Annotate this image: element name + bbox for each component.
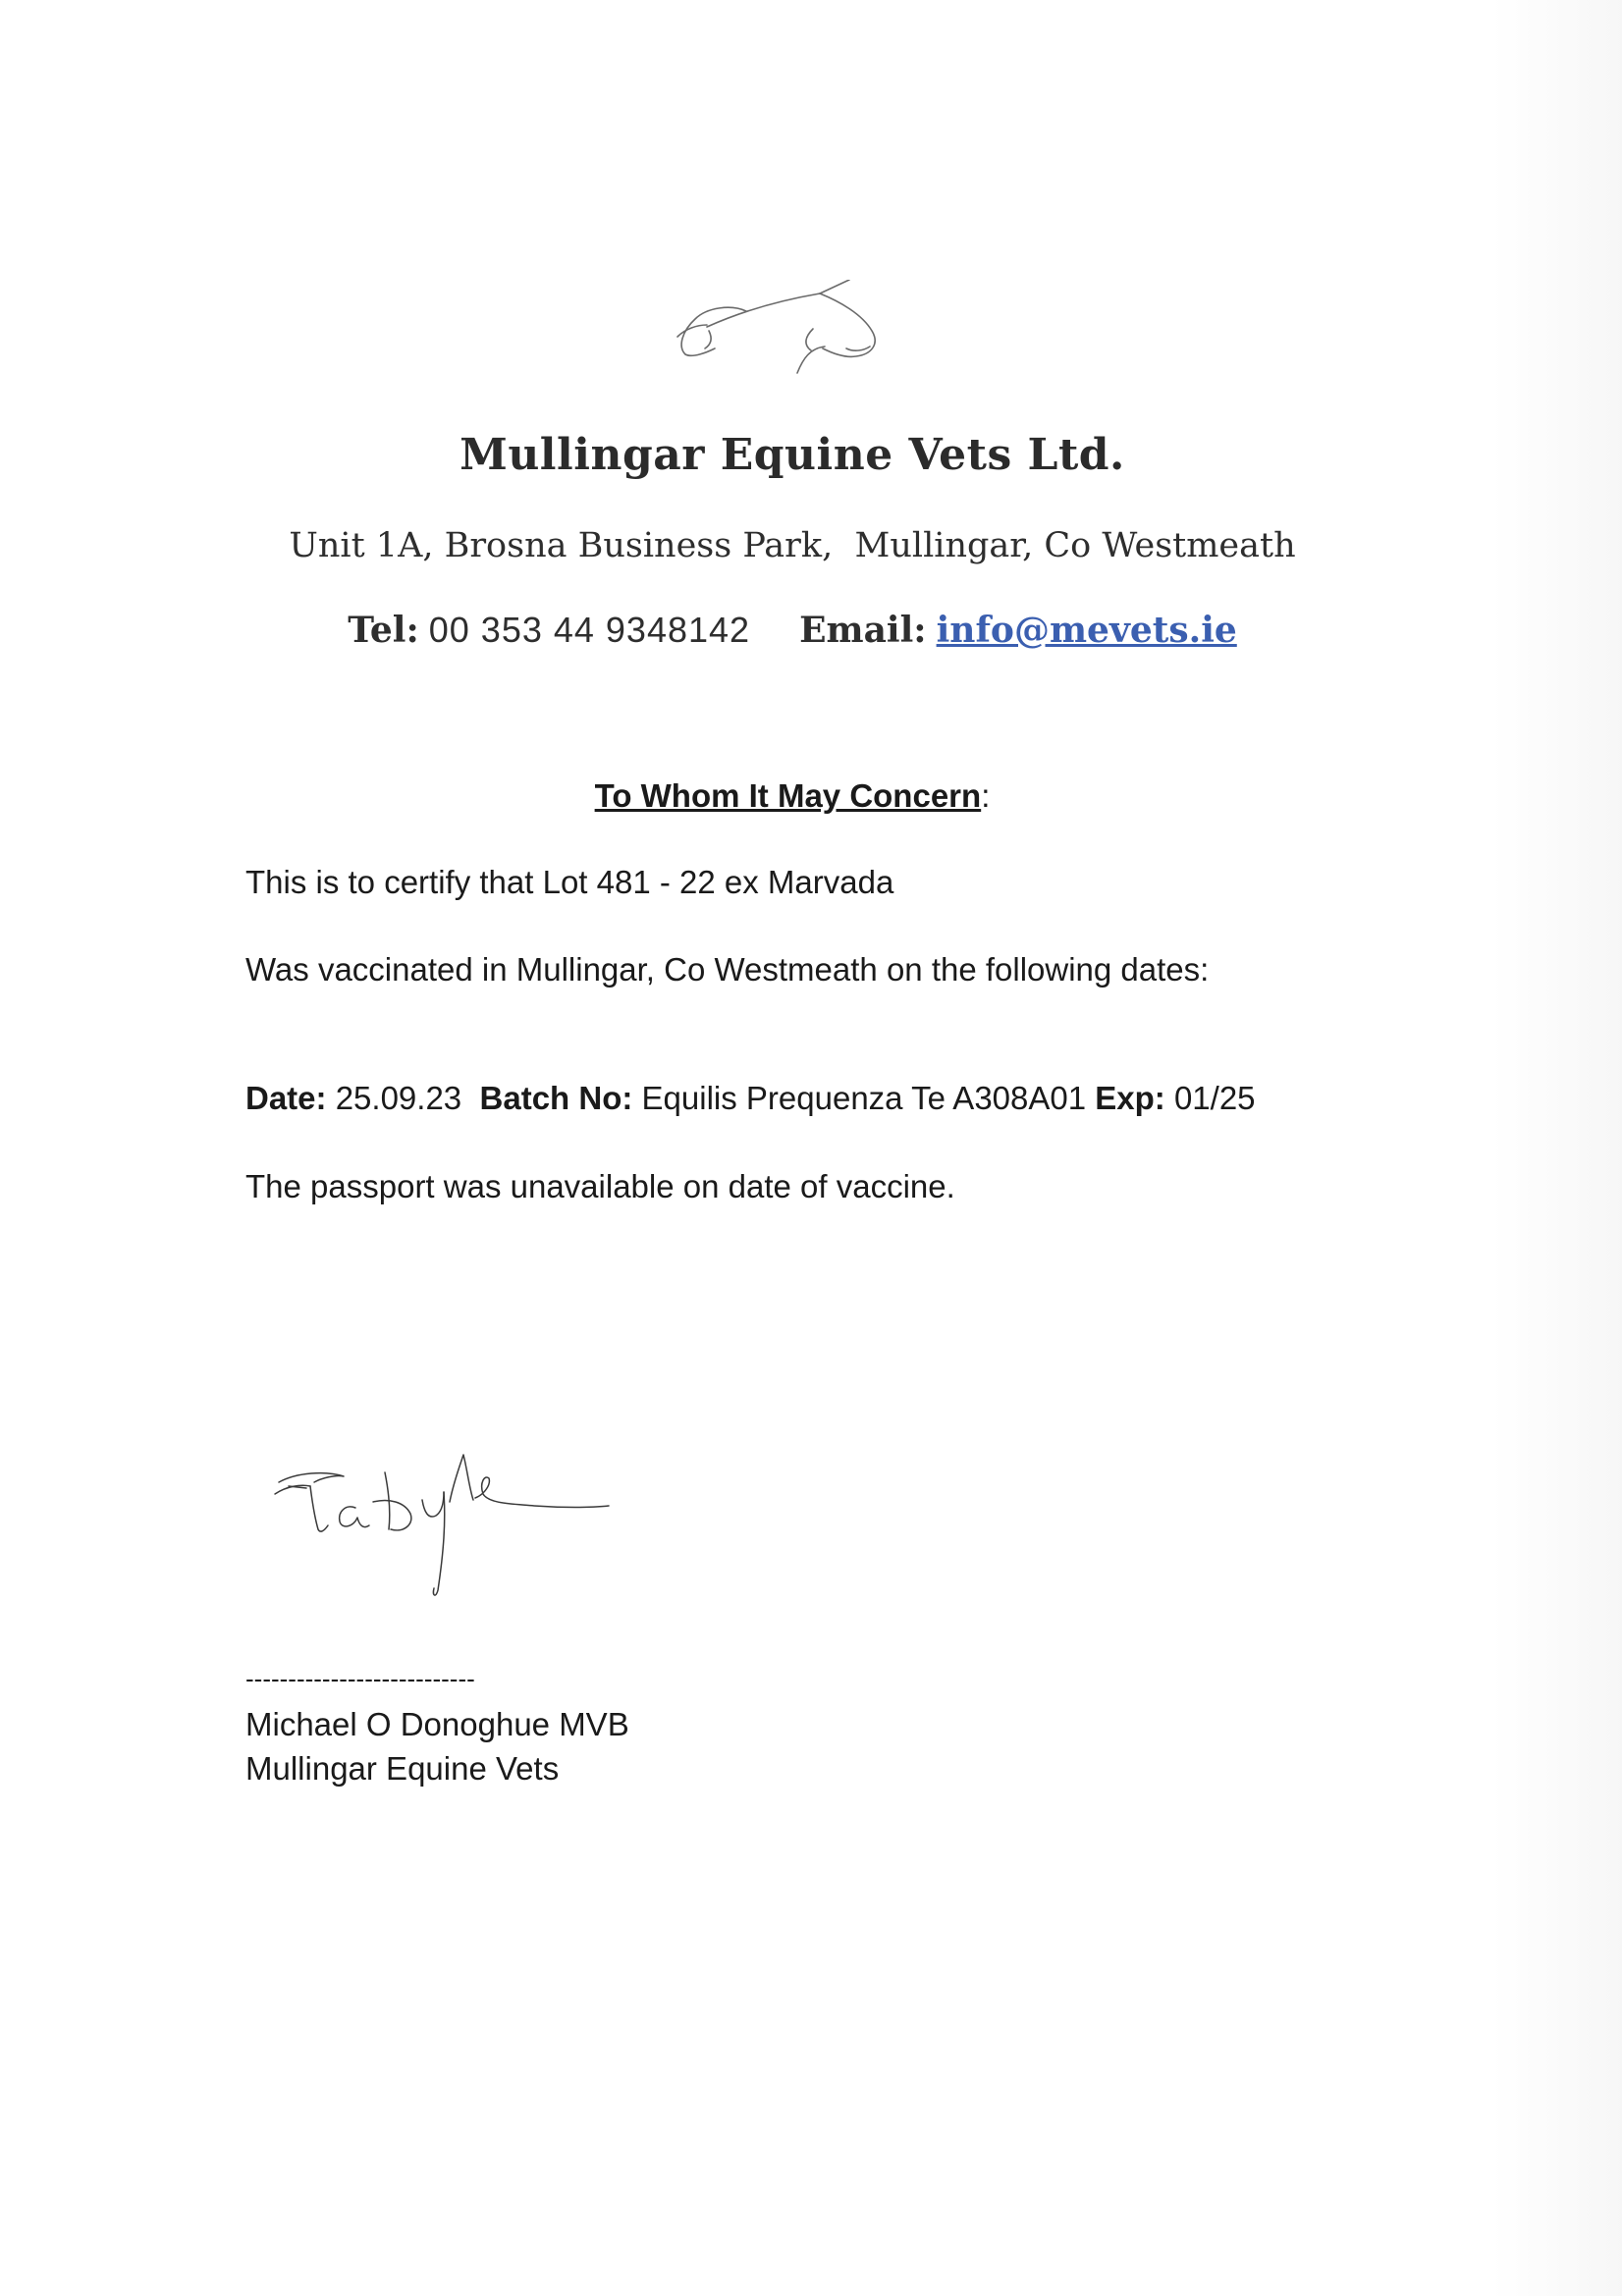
- horse-heads-logo-icon: [638, 280, 913, 398]
- date-label: Date:: [245, 1080, 327, 1116]
- batch-label: Batch No:: [479, 1080, 633, 1116]
- date-value: 25.09.23: [335, 1080, 462, 1116]
- batch-value: Equilis Prequenza Te A308A01: [641, 1080, 1087, 1116]
- scan-edge-shade: [1492, 0, 1622, 2296]
- passport-note: The passport was unavailable on date of vaccine.: [245, 1168, 955, 1204]
- exp-value: 01/25: [1173, 1080, 1256, 1116]
- email-link[interactable]: info@mevets.ie: [936, 610, 1237, 651]
- company-address: Unit 1A, Brosna Business Park, Mullingar, Co Westmeath: [289, 526, 1296, 565]
- vaccinated-line: Was vaccinated in Mullingar, Co Westmeath on the following dates:: [245, 951, 1210, 988]
- signatory-organisation: Mullingar Equine Vets: [245, 1750, 560, 1787]
- email-label: Email:: [799, 610, 927, 651]
- handwritten-signature-icon: [267, 1443, 660, 1620]
- salutation-punctuation: :: [981, 777, 991, 814]
- salutation: [0, 777, 1585, 815]
- salutation-text: To Whom It May Concern: [594, 777, 982, 814]
- company-name: Mullingar Equine Vets Ltd.: [460, 430, 1125, 480]
- certify-line: This is to certify that Lot 481 - 22 ex Marvada: [245, 864, 894, 900]
- signatory-name: Michael O Donoghue MVB: [245, 1706, 629, 1742]
- exp-label: Exp:: [1095, 1080, 1165, 1116]
- contact-line: [0, 610, 1585, 651]
- tel-label: Tel:: [348, 610, 419, 651]
- signature-rule: ---------------------------: [245, 1664, 475, 1693]
- tel-number: 00 353 44 9348142: [428, 610, 751, 650]
- vaccination-record: [245, 1080, 1256, 1117]
